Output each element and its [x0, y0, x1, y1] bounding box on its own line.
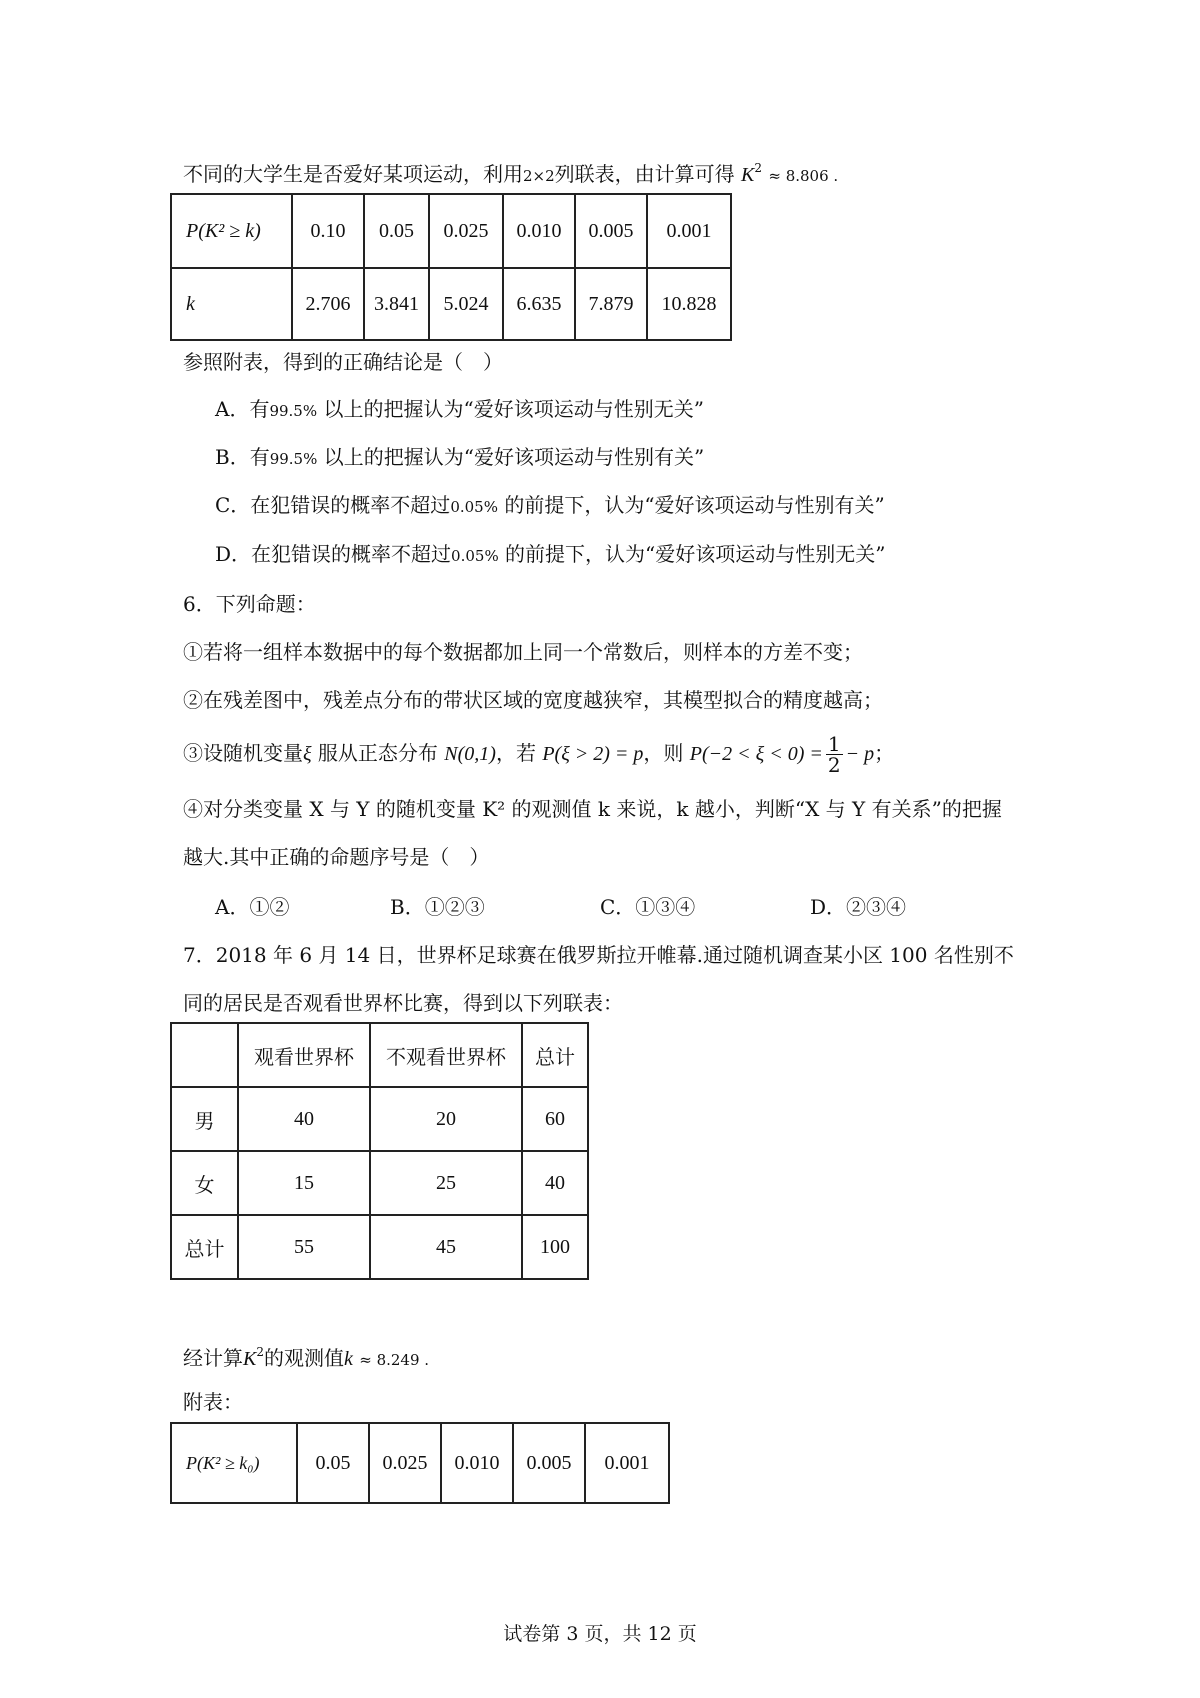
q6-statement-1: ①若将一组样本数据中的每个数据都加上同一个常数后，则样本的方差不变；: [183, 640, 863, 664]
table-row: [171, 1087, 588, 1151]
table2-header: 不观看世界杯: [370, 1023, 522, 1087]
table1-k-cell: 3.841: [364, 268, 429, 340]
table1-k-cell: 2.706: [292, 268, 364, 340]
q6-option-c: C．①③④: [600, 895, 696, 919]
critical-value-table: [170, 193, 732, 341]
q5-option-b: B．有99.5% 以上的把握认为“爱好该项运动与性别有关”: [215, 445, 705, 469]
table1-prob-cell: 0.001: [647, 194, 731, 268]
table2-cell: 45: [370, 1215, 522, 1279]
table2-corner: [171, 1023, 238, 1087]
table1-k-cell: 6.635: [503, 268, 575, 340]
table2-cell: 总计: [171, 1215, 238, 1279]
q5-intro-text2: 列联表，由计算可得: [554, 162, 735, 186]
q7-appendix-label: 附表：: [183, 1390, 243, 1414]
table-row: [171, 1423, 669, 1503]
contingency-table: [170, 1022, 589, 1280]
q7-line1: 7．2018 年 6 月 14 日，世界杯足球赛在俄罗斯拉开帷幕.通过随机调查某小区 100 名性别不: [183, 943, 1014, 967]
q6-option-b: B．①②③: [390, 895, 485, 919]
table3-prob-cell: 0.005: [513, 1423, 585, 1503]
table1-prob-cell: 0.005: [575, 194, 647, 268]
table3-header-label: P(K² ≥ k₀): [171, 1423, 297, 1503]
table2-cell: 男: [171, 1087, 238, 1151]
table2-cell: 55: [238, 1215, 370, 1279]
table1-header-label: P(K² ≥ k): [171, 194, 292, 268]
q6-title: 6．下列命题：: [183, 592, 316, 616]
table1-prob-cell: 0.10: [292, 194, 364, 268]
q7-line2: 同的居民是否观看世界杯比赛，得到以下列联表：: [183, 991, 623, 1015]
k2-value: ≈ 8.806 .: [768, 167, 839, 185]
table-row: [171, 194, 731, 268]
page-footer: 试卷第 3 页，共 12 页: [503, 1623, 697, 1645]
fraction-one-half: $\frac{1}{2}$: [827, 732, 841, 777]
q5-table-size: 2×2: [523, 167, 555, 185]
table2-header: 观看世界杯: [238, 1023, 370, 1087]
table2-cell: 40: [238, 1087, 370, 1151]
table2-cell: 20: [370, 1087, 522, 1151]
table2-header: 总计: [522, 1023, 588, 1087]
q6-option-a: A．①②: [215, 895, 290, 919]
table3-prob-cell: 0.010: [441, 1423, 513, 1503]
appendix-table: [170, 1422, 670, 1504]
table2-cell: 女: [171, 1151, 238, 1215]
q6-option-d: D．②③④: [810, 895, 907, 919]
q5-prompt: 参照附表，得到的正确结论是（ ）: [183, 350, 503, 374]
table2-cell: 15: [238, 1151, 370, 1215]
table2-cell: 100: [522, 1215, 588, 1279]
q5-intro: [183, 154, 838, 190]
table-row: [171, 268, 731, 340]
q7-calc: 经计算$K^2$的观测值k ≈ 8.249 .: [183, 1345, 430, 1370]
table1-prob-cell: 0.05: [364, 194, 429, 268]
table2-cell: 60: [522, 1087, 588, 1151]
table1-prob-cell: 0.010: [503, 194, 575, 268]
table3-prob-cell: 0.025: [369, 1423, 441, 1503]
table-row: [171, 1151, 588, 1215]
table1-prob-cell: 0.025: [429, 194, 503, 268]
k2-variable: K: [741, 164, 755, 186]
table1-row-label: k: [171, 268, 292, 340]
q6-statement-2: ②在残差图中，残差点分布的带状区域的宽度越狭窄，其模型拟合的精度越高；: [183, 688, 883, 712]
table-row: [171, 1023, 588, 1087]
q5-option-c: C．在犯错误的概率不超过0.05% 的前提下，认为“爱好该项运动与性别有关”: [215, 493, 885, 517]
q5-option-a: A．有99.5% 以上的把握认为“爱好该项运动与性别无关”: [215, 397, 704, 421]
q6-statement-4-line2: 越大.其中正确的命题序号是（ ）: [183, 845, 490, 869]
q5-intro-text: 不同的大学生是否爱好某项运动，利用: [183, 162, 523, 186]
table2-cell: 40: [522, 1151, 588, 1215]
table1-k-cell: 5.024: [429, 268, 503, 340]
table1-k-cell: 7.879: [575, 268, 647, 340]
table3-prob-cell: 0.05: [297, 1423, 369, 1503]
q6-statement-3: ③设随机变量ξ 服从正态分布 N(0,1)，若 P(ξ > 2) = p，则 P(−2 < ξ < 0) = $\frac{1}{2}$ − p；: [183, 732, 895, 777]
table2-cell: 25: [370, 1151, 522, 1215]
table3-prob-cell: 0.001: [585, 1423, 669, 1503]
k2-superscript: 2: [754, 161, 762, 175]
table-row: [171, 1215, 588, 1279]
q5-option-d: D．在犯错误的概率不超过0.05% 的前提下，认为“爱好该项运动与性别无关”: [215, 542, 886, 566]
q6-statement-4-line1: ④对分类变量 X 与 Y 的随机变量 K² 的观测值 k 来说，k 越小，判断“X 与 Y 有关系”的把握: [183, 797, 1002, 821]
table1-k-cell: 10.828: [647, 268, 731, 340]
